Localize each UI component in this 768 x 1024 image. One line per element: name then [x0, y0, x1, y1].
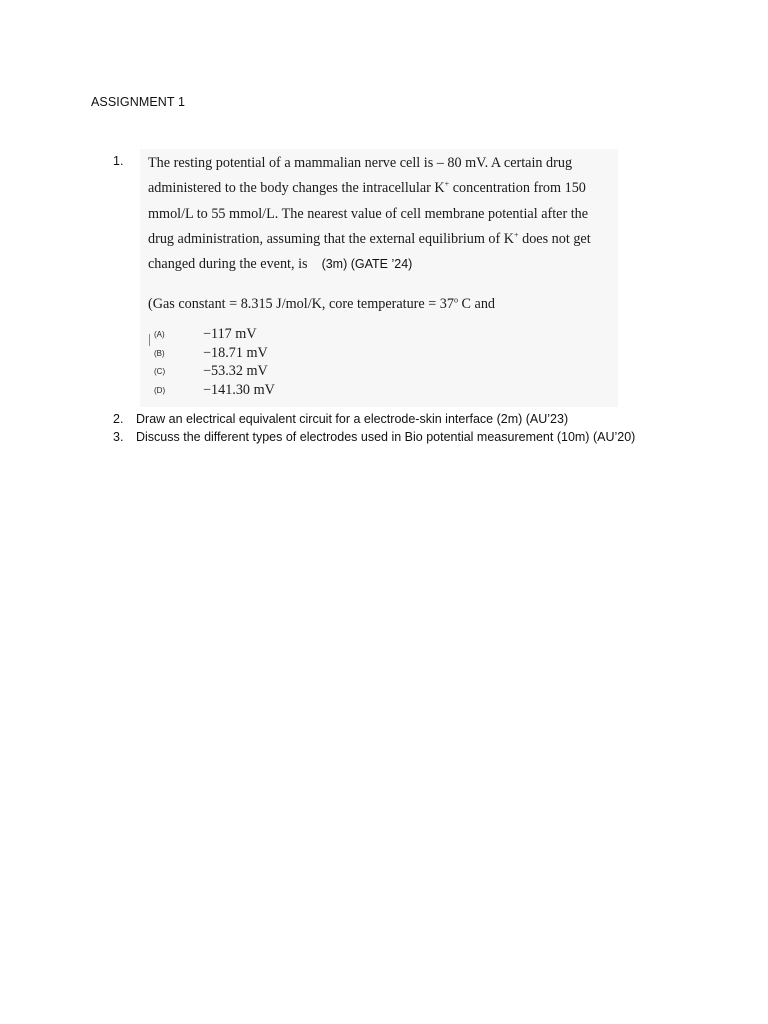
question-1-line-tail: does not get [518, 230, 591, 247]
superscript-degree: o [453, 295, 458, 305]
gas-constant-line [148, 296, 495, 313]
gas-constant-text: (Gas constant = 8.315 J/mol/K, core temperature = 37 [148, 296, 454, 312]
question-1-line [148, 204, 618, 229]
question-1-line-text: mmol/L to 55 mmol/L. The nearest value of cell membrane potential after the [148, 205, 589, 222]
question-text: Discuss the different types of electrodes used in Bio potential measurement (10m) (AU’20) [136, 429, 636, 444]
question-1-line-text: drug administration, assuming that the external equilibrium of K [148, 230, 515, 247]
question-1-line-text: The resting potential of a mammalian nerve cell is – 80 mV. A certain drug [148, 155, 573, 171]
option-label: (A) [154, 330, 165, 339]
question-1-line-tail: concentration from 150 [449, 180, 586, 197]
superscript-plus: + [514, 230, 519, 240]
option-value: −117 mV [203, 326, 257, 342]
question-number: 3. [113, 429, 124, 444]
assignment-title: ASSIGNMENT 1 [91, 95, 186, 109]
question-1-number: 1. [113, 154, 124, 168]
option-value: −141.30 mV [203, 381, 275, 398]
gas-constant-tail: C and [457, 296, 496, 312]
option-label: (B) [154, 348, 165, 358]
question-text: Draw an electrical equivalent circuit for a electrode-skin interface (2m) (AU’23) [136, 412, 569, 426]
question-1-line [148, 254, 618, 279]
question-1-text [148, 153, 618, 279]
superscript-plus: + [444, 179, 450, 189]
question-1-line-text: changed during the event, is [148, 256, 308, 273]
option-value: −53.32 mV [203, 363, 268, 379]
question-1-line [148, 229, 618, 254]
question-1-line [148, 178, 618, 203]
option-label: (D) [154, 385, 166, 395]
question-1-marks: (3m) (GATE ’24) [321, 257, 413, 272]
question-1-line [148, 153, 618, 178]
question-1-line-text: administered to the body changes the intracellular K [148, 180, 445, 197]
option-value: −18.71 mV [203, 344, 268, 361]
question-number: 2. [113, 412, 124, 426]
text-cursor-mark [149, 334, 150, 346]
option-label: (C) [154, 367, 166, 376]
